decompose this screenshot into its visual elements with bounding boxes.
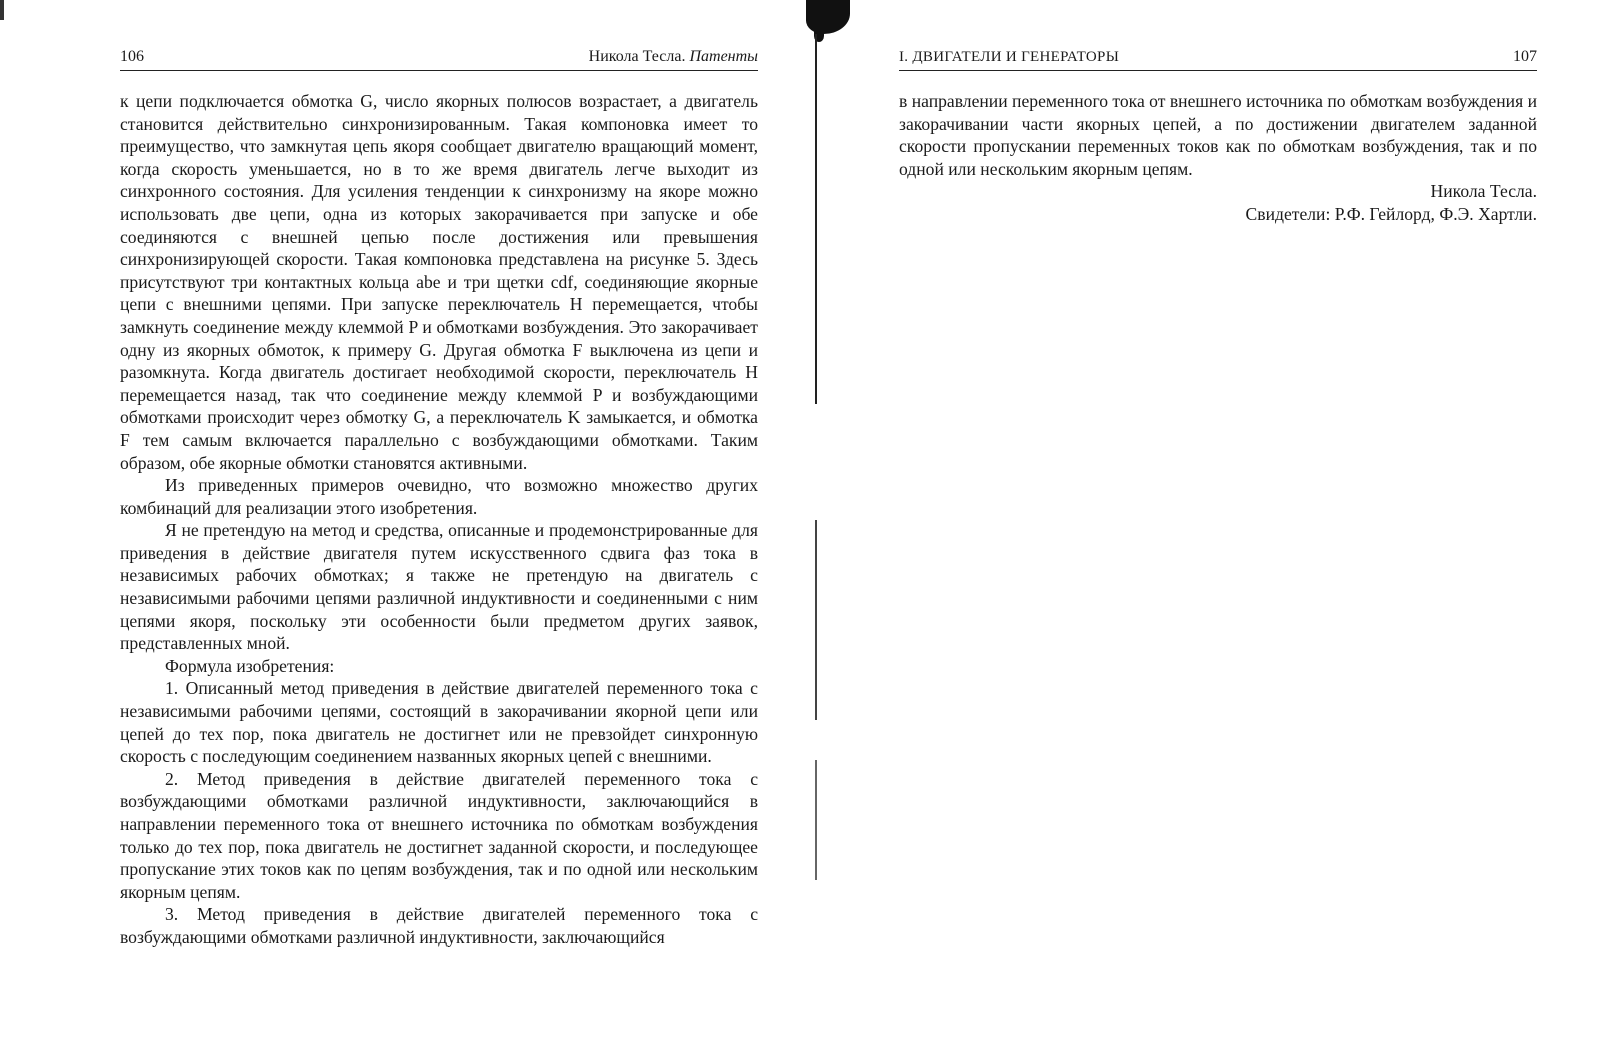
running-head-title <box>589 47 758 67</box>
running-head <box>120 47 758 67</box>
paragraph: Из приведенных примеров очевидно, что возможно множество других комбинаций для реализации этого изобретения. <box>120 475 758 518</box>
witnesses: Свидетели: Р.Ф. Гейлорд, Ф.Э. Хартли. <box>1245 203 1537 224</box>
signature: Никола Тесла. <box>1430 181 1537 202</box>
claim-1: 1. Описанный метод приведения в действие двигателей переменного тока с независимыми рабочими цепями, состоящий в закорачивании якорной цепи или цепей до тех пор, пока двигатель не достигнет или не превзойдет синхронную скорость с последующим соединением названных якорных цепей с внешними. <box>120 678 758 767</box>
claim-3: 3. Метод приведения в действие двигателей переменного тока с возбуждающими обмотками различной индуктивности, заключающийся <box>120 904 758 947</box>
running-head-chapter: I. ДВИГАТЕЛИ И ГЕНЕРАТОРЫ <box>899 49 1120 65</box>
claim-2: 2. Метод приведения в действие двигателей переменного тока с возбуждающими обмотками различной индуктивности, заключающийся в направлении переменного тока от внешнего источника по обмоткам возбуждения только до тех пор, пока двигатель не достигнет заданной скорости, и последующее пропускание этих токов как по цепям возбуждения, так и по одной или нескольким якорным цепям. <box>120 768 758 902</box>
claims-heading: Формула изобретения: <box>165 655 335 676</box>
running-head-book: Патенты <box>689 48 758 65</box>
gutter-shadow-line <box>815 520 817 720</box>
header-rule <box>120 70 758 71</box>
paragraph: к цепи подключается обмотка G, число якорных полюсов возрастает, а двигатель становится действительно синхронизированным. Такая компоновка имеет то преимущество, что замкнутая цепь якоря сообщает двигателю вращающий момент, когда скорость уменьшается, но в то же время двигатель легче выходит из синхронного состояния. Для усиления тенденции к синхронизму на якоре можно использовать две цепи, одна из которых закорачивается при запуске и обе соединяются с внешней цепью после достижения или превышения синхронизирующей скорости. Такая компоновка представлена на рисунке 5. Здесь присутствуют три контактных кольца abe и три щетки cdf, соединяющие якорные цепи с внешними цепями. При запуске переключатель H перемещается, чтобы замкнуть соединение между клеммой P и обмотками возбуждения. Это закорачивает одну из якорных обмоток, к примеру G. Другая обмотка F выключена из цепи и разомкнута. Когда двигатель достигает необходимой скорости, переключатель H перемещается назад, так что соединение между клеммой P и возбуждающими обмотками происходит через обмотку G, а переключатель K замыкается, и обмотка F тем самым включается параллельно с возбуждающими обмотками. Таким образом, обе якорные обмотки становятся активными. <box>120 91 758 473</box>
paragraph: Я не претендую на метод и средства, описанные и продемонстрированные для приведения в действие двигателя путем искусственного сдвига фаз тока в независимых рабочих обмотках; я также не претендую на двигатель с независимыми рабочими цепями различной индуктивности и соединенными с ним цепями якоря, поскольку эти особенности были предметом других заявок, представленных мной. <box>120 520 758 654</box>
gutter-shadow-line <box>815 760 817 880</box>
header-rule <box>899 70 1537 71</box>
paragraph: в направлении переменного тока от внешнего источника по обмоткам возбуждения и закорачивании части якорных цепей, а по достижении двигателем заданной скорости пропускании переменных токов как по обмоткам возбуждения, так и по одной или нескольким якорным цепям. <box>899 91 1537 179</box>
running-head-author: Никола Тесла. <box>588 48 686 65</box>
body-text <box>899 90 1537 226</box>
running-head <box>899 47 1537 67</box>
scan-gutter-blot <box>806 0 850 34</box>
page-number: 106 <box>120 48 144 65</box>
scan-corner-mark <box>0 0 4 20</box>
body-text <box>120 90 758 949</box>
gutter-shadow-line <box>815 34 817 404</box>
page-number: 107 <box>1513 48 1537 65</box>
